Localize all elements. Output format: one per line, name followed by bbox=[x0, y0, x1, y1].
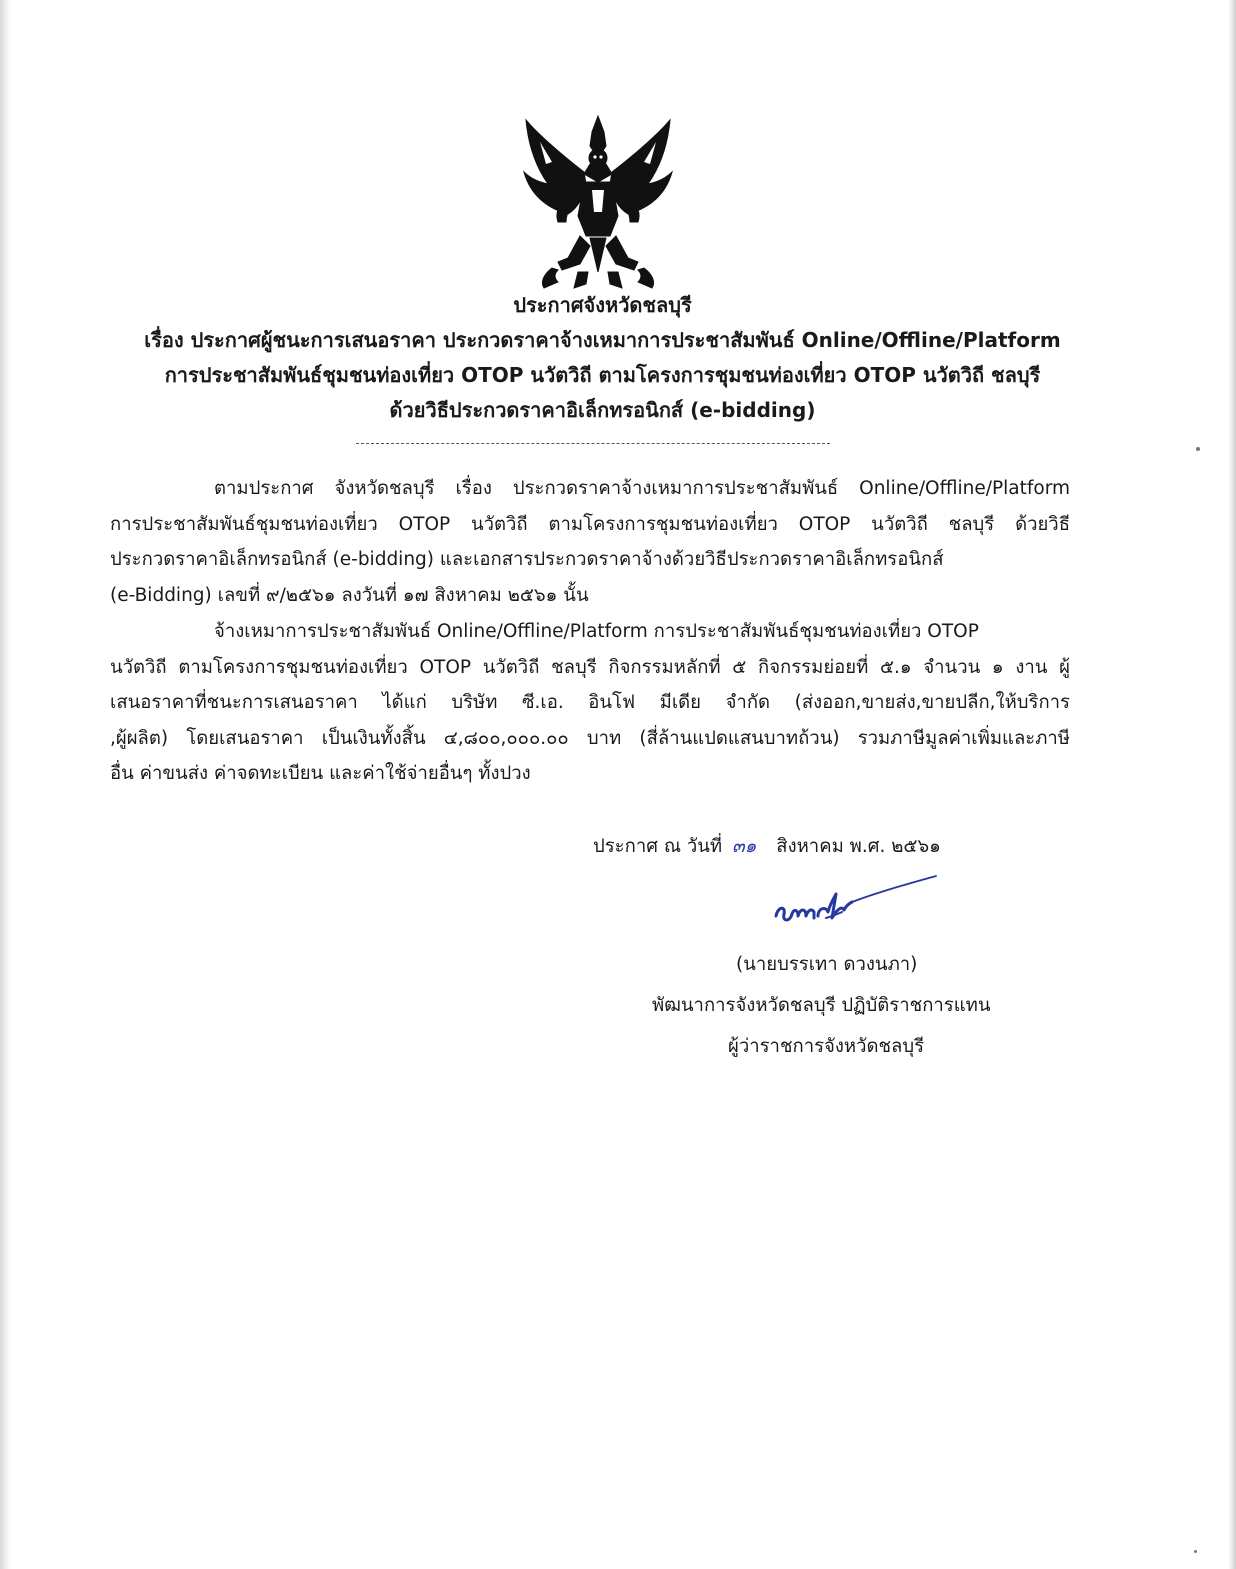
garuda-emblem-icon bbox=[518, 112, 678, 290]
paragraph-line: (e-Bidding) เลขที่ ๙/๒๕๖๑ ลงวันที่ ๑๗ สิงหาคม ๒๕๖๑ นั้น bbox=[110, 584, 589, 606]
signatory-position: พัฒนาการจังหวัดชลบุรี ปฏิบัติราชการแทน bbox=[652, 995, 991, 1016]
signatory-block bbox=[640, 944, 1040, 1067]
paragraph-line: นวัตวิถี ตามโครงการชุมชนท่องเที่ยว OTOP นวัตวิถี ชลบุรี กิจกรรมหลักที่ ๕ กิจกรรมย่อยที่ ๕.๑ จำนวน ๑ งาน ผู้ bbox=[110, 656, 1070, 678]
announcement-date bbox=[593, 832, 941, 861]
paragraph-line: จ้างเหมาการประชาสัมพันธ์ Online/Offline/Platform การประชาสัมพันธ์ชุมชนท่องเที่ยว OTOP bbox=[214, 621, 979, 642]
body-paragraph-reference bbox=[110, 471, 1070, 613]
signatory-name: (นายบรรเทา ดวงนภา) bbox=[736, 954, 918, 975]
page-shadow-left bbox=[0, 0, 12, 1569]
heading-subject-cont: การประชาสัมพันธ์ชุมชนท่องเที่ยว OTOP นวัตวิถี ตามโครงการชุมชนท่องเที่ยว OTOP นวัตวิถี ชลบุรี bbox=[164, 363, 1041, 387]
heading-divider bbox=[356, 443, 830, 444]
date-day-handwritten: ๓๑ bbox=[732, 836, 757, 857]
paragraph-line: อื่น ค่าขนส่ง ค่าจดทะเบียน และค่าใช้จ่ายอื่นๆ ทั้งปวง bbox=[110, 763, 531, 784]
scan-speck bbox=[1194, 1550, 1197, 1553]
heading-authority: ประกาศจังหวัดชลบุรี bbox=[513, 293, 692, 317]
paragraph-line: ,ผู้ผลิต) โดยเสนอราคา เป็นเงินทั้งสิ้น ๔,๘๐๐,๐๐๐.๐๐ บาท (สี่ล้านแปดแสนบาทถ้วน) รวมภาษีมูลค่าเพิ่มและภาษี bbox=[110, 727, 1070, 749]
heading-method: ด้วยวิธีประกวดราคาอิเล็กทรอนิกส์ (e-bidding) bbox=[389, 398, 816, 422]
paragraph-line: การประชาสัมพันธ์ชุมชนท่องเที่ยว OTOP นวัตวิถี ตามโครงการชุมชนท่องเที่ยว OTOP นวัตวิถี ชลบุรี ด้วยวิธี bbox=[110, 513, 1070, 535]
paragraph-line: ตามประกาศ จังหวัดชลบุรี เรื่อง ประกวดราคาจ้างเหมาการประชาสัมพันธ์ Online/Offline/Platform bbox=[214, 478, 1070, 499]
date-prefix: ประกาศ ณ วันที่ bbox=[593, 836, 723, 857]
handwritten-signature-icon bbox=[768, 872, 943, 932]
paragraph-line: ประกวดราคาอิเล็กทรอนิกส์ (e-bidding) และเอกสารประกวดราคาจ้างด้วยวิธีประกวดราคาอิเล็กทรอนิกส์ bbox=[110, 549, 944, 570]
scan-speck bbox=[1196, 447, 1200, 451]
body-paragraph-winner bbox=[110, 614, 1070, 792]
date-month-year: สิงหาคม พ.ศ. ๒๕๖๑ bbox=[776, 836, 941, 857]
heading-subject: เรื่อง ประกาศผู้ชนะการเสนอราคา ประกวดราคาจ้างเหมาการประชาสัมพันธ์ Online/Offline/Platform bbox=[144, 328, 1061, 352]
paragraph-line: เสนอราคาที่ชนะการเสนอราคา ได้แก่ บริษัท ซี.เอ. อินโฟ มีเดีย จำกัด (ส่งออก,ขายส่ง,ขายปลีก,ให้บริการ bbox=[110, 692, 1070, 713]
announcement-heading bbox=[90, 288, 1115, 428]
page-shadow-right bbox=[1228, 0, 1236, 1569]
signatory-on-behalf: ผู้ว่าราชการจังหวัดชลบุรี bbox=[728, 1036, 925, 1057]
